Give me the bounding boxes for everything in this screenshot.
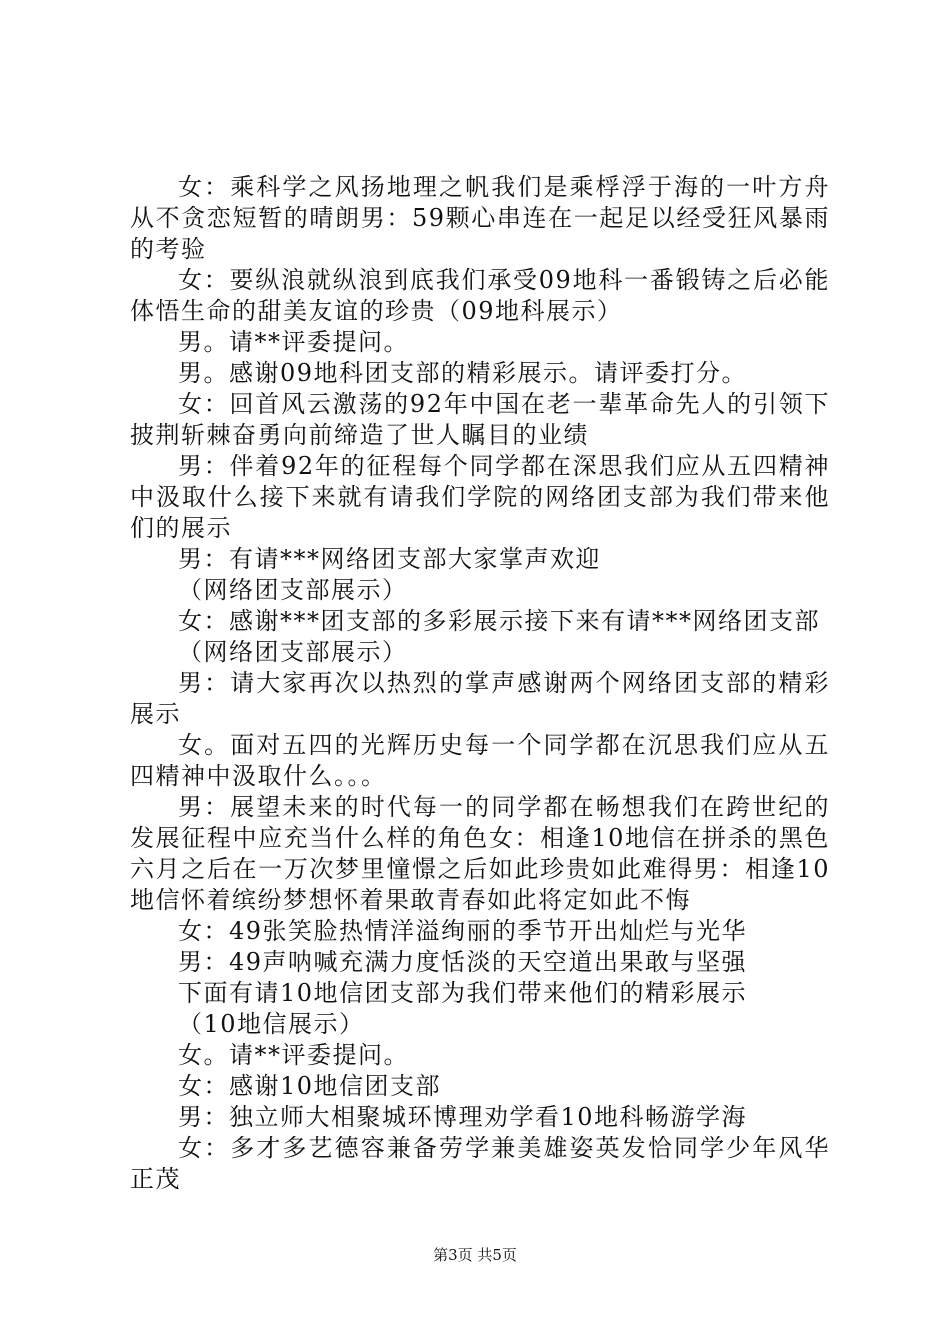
page-number-footer: 第3页 共5页 [433,1246,517,1264]
paragraph: （网络团支部展示） [178,638,408,666]
paragraph: 女：多才多艺德容兼备劳学兼美雄姿英发恰同学少年风华正茂 [130,1134,830,1193]
paragraph: 下面有请10地信团支部为我们带来他们的精彩展示 [178,979,748,1007]
paragraph: 女：回首风云激荡的92年中国在老一辈革命先人的引领下披荆斩棘奋勇向前缔造了世人瞩目的业绩 [130,390,830,449]
paragraph: 女：乘科学之风扬地理之帆我们是乘桴浮于海的一叶方舟从不贪恋短暂的晴朗男：59颗心串连在一起足以经受狂风暴雨的考验 [130,173,830,263]
paragraph: 男：有请***网络团支部大家掌声欢迎 [178,545,601,573]
paragraph: 男：49声呐喊充满力度恬淡的天空道出果敢与坚强 [178,948,748,976]
paragraph: 女：感谢***团支部的多彩展示接下来有请***网络团支部 [178,607,820,635]
paragraph: 男：展望未来的时代每一的同学都在畅想我们在跨世纪的发展征程中应充当什么样的角色女：相逢10地信在拼杀的黑色六月之后在一万次梦里憧憬之后如此珍贵如此难得男：相逢10地信怀着缤纷梦想怀着果敢青春如此将定如此不悔 [130,793,830,914]
paragraph: 男：请大家再次以热烈的掌声感谢两个网络团支部的精彩展示 [130,669,830,728]
paragraph: 男：独立师大相聚城环博理劝学看10地科畅游学海 [178,1103,748,1131]
paragraph: （网络团支部展示） [178,576,408,604]
paragraph: 女：要纵浪就纵浪到底我们承受09地科一番锻铸之后必能体悟生命的甜美友谊的珍贵（09地科展示） [130,266,830,325]
paragraph: 女。面对五四的光辉历史每一个同学都在沉思我们应从五四精神中汲取什么。。。 [130,731,830,790]
paragraph: （10地信展示） [178,1010,365,1038]
paragraph: 男。感谢09地科团支部的精彩展示。请评委打分。 [178,359,748,387]
paragraph: 男。请**评委提问。 [178,328,409,356]
paragraph: 女：感谢10地信团支部 [178,1072,442,1100]
paragraph: 女：49张笑脸热情洋溢绚丽的季节开出灿烂与光华 [178,917,748,945]
paragraph: 男：伴着92年的征程每个同学都在深思我们应从五四精神中汲取什么接下来就有请我们学院的网络团支部为我们带来他们的展示 [130,452,830,542]
document-body [130,172,830,1195]
paragraph: 女。请**评委提问。 [178,1041,409,1069]
